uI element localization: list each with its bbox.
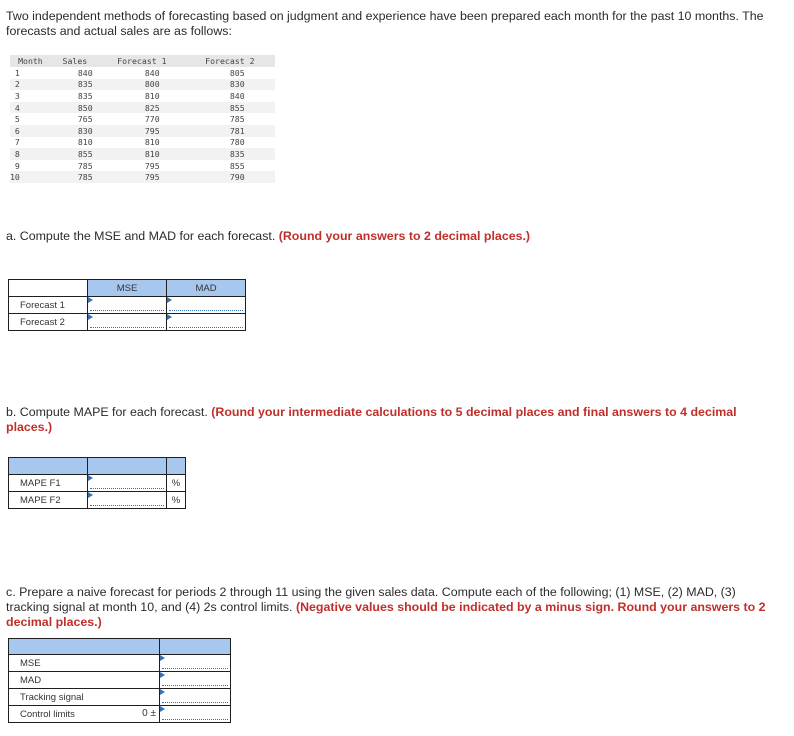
cell-forecast-1: 795	[144, 160, 160, 171]
cell-forecast-2: 830	[185, 79, 275, 91]
corner-cell	[9, 280, 88, 297]
cell-month: 7	[14, 137, 20, 148]
sales-forecast-table	[10, 55, 275, 183]
question-c-note: (Negative values should be indicated by a minus sign. Round your answers to 2 decimal places.)	[6, 600, 766, 629]
table-row	[10, 171, 275, 183]
cell-sales: 835	[77, 90, 93, 101]
cell-month: 3	[14, 90, 20, 101]
mape-header-unit	[167, 458, 186, 475]
table-row	[10, 160, 275, 172]
cell-month: 1	[14, 67, 20, 78]
mse-forecast-1-input[interactable]	[88, 297, 167, 314]
row-label-tracking-signal: Tracking signal	[9, 689, 160, 706]
row-label-naive-mse: MSE	[9, 655, 160, 672]
table-row	[10, 113, 275, 125]
mape-f2-input[interactable]	[88, 492, 167, 509]
table-row	[10, 102, 275, 114]
header-forecast-2: Forecast 2	[185, 55, 275, 67]
mape-header-blank	[9, 458, 88, 475]
intro-text: Two independent methods of forecasting based on judgment and experience have been prepared each month for the past 10 months. The forecasts and actual sales are as follows:	[6, 9, 764, 38]
cell-sales: 835	[51, 79, 99, 91]
control-limits-input[interactable]	[160, 706, 231, 723]
cell-month: 8	[10, 148, 51, 160]
mape-table	[8, 457, 186, 509]
question-b-note: (Round your intermediate calculations to 5 decimal places and final answers to 4 decimal places.)	[6, 405, 737, 434]
cell-month: 9	[14, 160, 20, 171]
table-row	[10, 137, 275, 149]
question-a-text: a. Compute the MSE and MAD for each forecast.	[6, 229, 276, 243]
question-c-text: c. Prepare a naive forecast for periods 2 through 11 using the given sales data. Compute each of the following; (1) MSE, (2) MAD, (3) tracking signal at month 10, and (4) 2s control limits.	[6, 585, 736, 614]
row-label-control-limits	[9, 706, 160, 723]
mse-forecast-2-input[interactable]	[88, 314, 167, 331]
cell-forecast-1: 795	[99, 125, 185, 137]
table-row	[10, 79, 275, 91]
naive-mad-input[interactable]	[160, 672, 231, 689]
cell-sales: 785	[77, 160, 93, 171]
row-label-mape-f1: MAPE F1	[9, 475, 88, 492]
table-row	[10, 125, 275, 137]
cell-sales: 850	[51, 102, 99, 114]
naive-forecast-table	[8, 638, 231, 723]
mad-forecast-2-input[interactable]	[167, 314, 246, 331]
cell-month: 6	[10, 125, 51, 137]
question-c	[6, 585, 776, 630]
cell-month: 2	[10, 79, 51, 91]
cell-forecast-1: 840	[144, 67, 160, 78]
header-mse: MSE	[88, 280, 167, 297]
cell-forecast-1: 825	[99, 102, 185, 114]
cell-sales: 810	[77, 137, 93, 148]
tracking-signal-input[interactable]	[160, 689, 231, 706]
cell-forecast-2: 855	[229, 160, 245, 171]
question-b	[6, 405, 776, 435]
row-label-mape-f2: MAPE F2	[9, 492, 88, 509]
cell-forecast-2: 835	[185, 148, 275, 160]
mape-f1-unit: %	[167, 475, 186, 492]
mape-f1-input[interactable]	[88, 475, 167, 492]
cell-forecast-1: 810	[144, 137, 160, 148]
table-row	[10, 148, 275, 160]
row-label-naive-mad: MAD	[9, 672, 160, 689]
cell-forecast-1: 810	[144, 90, 160, 101]
header-month: Month	[10, 55, 51, 67]
cell-sales: 765	[77, 114, 93, 125]
cell-month: 5	[14, 114, 20, 125]
cell-month: 10	[10, 171, 51, 183]
question-b-text: b. Compute MAPE for each forecast.	[6, 405, 208, 419]
cell-forecast-2: 805	[229, 67, 245, 78]
header-mad: MAD	[167, 280, 246, 297]
header-forecast-1: Forecast 1	[99, 55, 185, 67]
row-label-forecast-2: Forecast 2	[9, 314, 88, 331]
cell-sales: 830	[51, 125, 99, 137]
cell-forecast-2: 785	[229, 114, 245, 125]
table-row	[10, 67, 275, 79]
cell-month: 4	[10, 102, 51, 114]
question-a	[6, 229, 776, 244]
cell-forecast-1: 810	[99, 148, 185, 160]
cell-forecast-2: 781	[185, 125, 275, 137]
row-label-forecast-1: Forecast 1	[9, 297, 88, 314]
naive-header-blank	[9, 639, 160, 655]
header-sales: Sales	[51, 55, 99, 67]
cell-forecast-2: 790	[185, 171, 275, 183]
mape-header-value	[88, 458, 167, 475]
naive-header-value	[160, 639, 231, 655]
naive-mse-input[interactable]	[160, 655, 231, 672]
cell-forecast-1: 770	[144, 114, 160, 125]
mse-mad-table	[8, 279, 246, 331]
cell-sales: 785	[51, 171, 99, 183]
cell-forecast-2: 840	[229, 90, 245, 101]
control-limits-label: Control limits	[20, 708, 75, 720]
table-row	[10, 90, 275, 102]
cell-forecast-2: 780	[229, 137, 245, 148]
mad-forecast-1-input[interactable]	[167, 297, 246, 314]
cell-forecast-1: 795	[99, 171, 185, 183]
cell-sales: 840	[77, 67, 93, 78]
control-limits-prefix: 0 ±	[142, 708, 156, 719]
cell-sales: 855	[51, 148, 99, 160]
question-a-note: (Round your answers to 2 decimal places.)	[278, 229, 531, 243]
cell-forecast-2: 855	[185, 102, 275, 114]
cell-forecast-1: 800	[99, 79, 185, 91]
mape-f2-unit: %	[167, 492, 186, 509]
